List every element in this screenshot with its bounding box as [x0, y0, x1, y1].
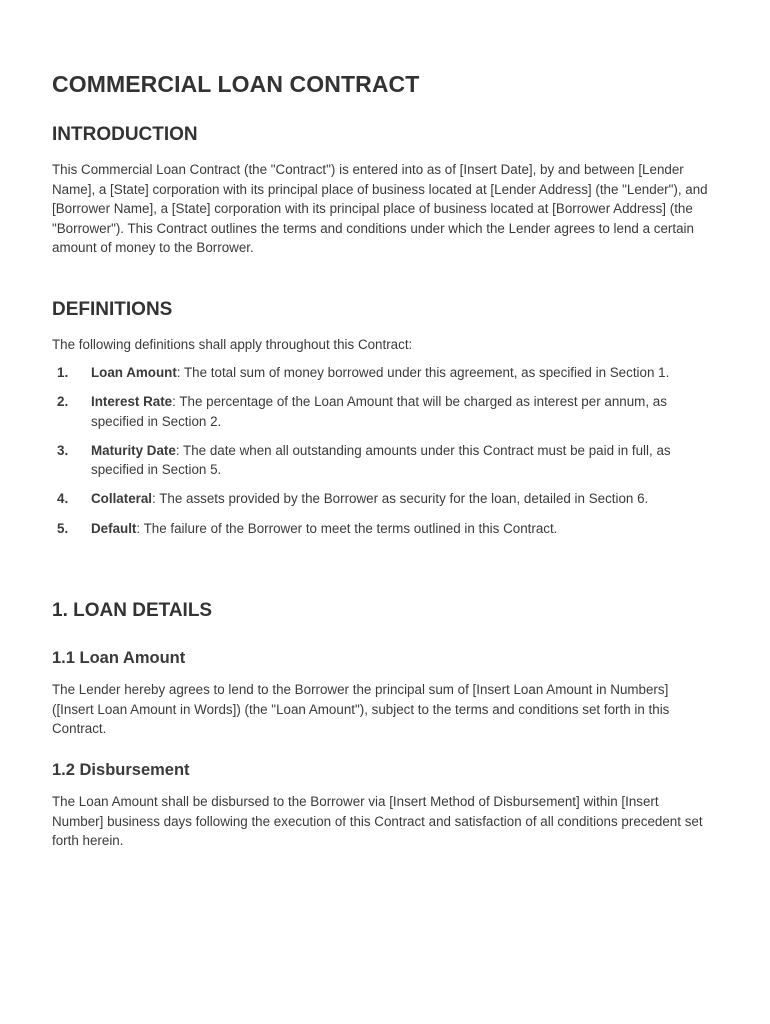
definition-text: : The assets provided by the Borrower as security for the loan, detailed in Section 6.	[152, 491, 649, 507]
introduction-heading: INTRODUCTION	[52, 124, 198, 145]
definition-text: : The date when all outstanding amounts under this Contract must be paid in full, as specified in Section 5.	[91, 442, 671, 478]
definition-number: 2.	[57, 394, 69, 410]
definition-number: 1.	[57, 365, 69, 380]
loan-amount-subheading: 1.1 Loan Amount	[52, 649, 186, 667]
definition-item-loan-amount	[52, 363, 722, 383]
loan-amount-paragraph: The Lender hereby agrees to lend to the Borrower the principal sum of [Insert Loan Amount in Numbers] ([Insert Loan Amount in Words]) (the "Loan Amount"), subject to the terms and conditions set forth in this Contract.	[52, 682, 670, 737]
definition-term: Interest Rate	[91, 394, 173, 410]
definition-item-maturity-date	[52, 441, 722, 480]
definition-number: 5.	[57, 520, 69, 536]
definition-term: Collateral	[91, 491, 153, 507]
definitions-list	[52, 363, 722, 548]
definition-item-collateral	[52, 489, 722, 509]
definition-term: Loan Amount	[91, 365, 177, 380]
definition-number: 3.	[57, 442, 69, 458]
definitions-intro: The following definitions shall apply throughout this Contract:	[52, 337, 413, 352]
disbursement-paragraph: The Loan Amount shall be disbursed to the Borrower via [Insert Method of Disbursement] within [Insert Number] business days following the execution of this Contract and satisfaction of all conditions precedent set forth herein.	[52, 794, 703, 849]
definition-text: : The failure of the Borrower to meet the terms outlined in this Contract.	[136, 520, 558, 536]
definition-text: : The total sum of money borrowed under this agreement, as specified in Section 1.	[176, 365, 670, 380]
definition-text: : The percentage of the Loan Amount that will be charged as interest per annum, as specified in Section 2.	[91, 394, 667, 429]
introduction-paragraph: This Commercial Loan Contract (the "Contract") is entered into as of [Insert Date], by and between [Lender Name], a [State] corporation with its principal place of business located at [Lender Address] (the "Lender"), and [Borrower Name], a [State] corporation with its principal place of business located at [Borrower Address] (the "Borrower"). This Contract outlines the terms and conditions under which the Lender agrees to lend a certain amount of money to the Borrower.	[52, 162, 708, 256]
definition-item-interest-rate	[52, 392, 722, 431]
definition-number: 4.	[57, 491, 69, 507]
definition-term: Maturity Date	[91, 442, 176, 458]
disbursement-subheading: 1.2 Disbursement	[52, 761, 190, 779]
definition-term: Default	[91, 520, 137, 536]
loan-details-heading: 1. LOAN DETAILS	[52, 600, 213, 621]
document-title: COMMERCIAL LOAN CONTRACT	[52, 71, 420, 97]
definitions-heading: DEFINITIONS	[52, 299, 173, 320]
definition-item-default	[52, 519, 722, 539]
